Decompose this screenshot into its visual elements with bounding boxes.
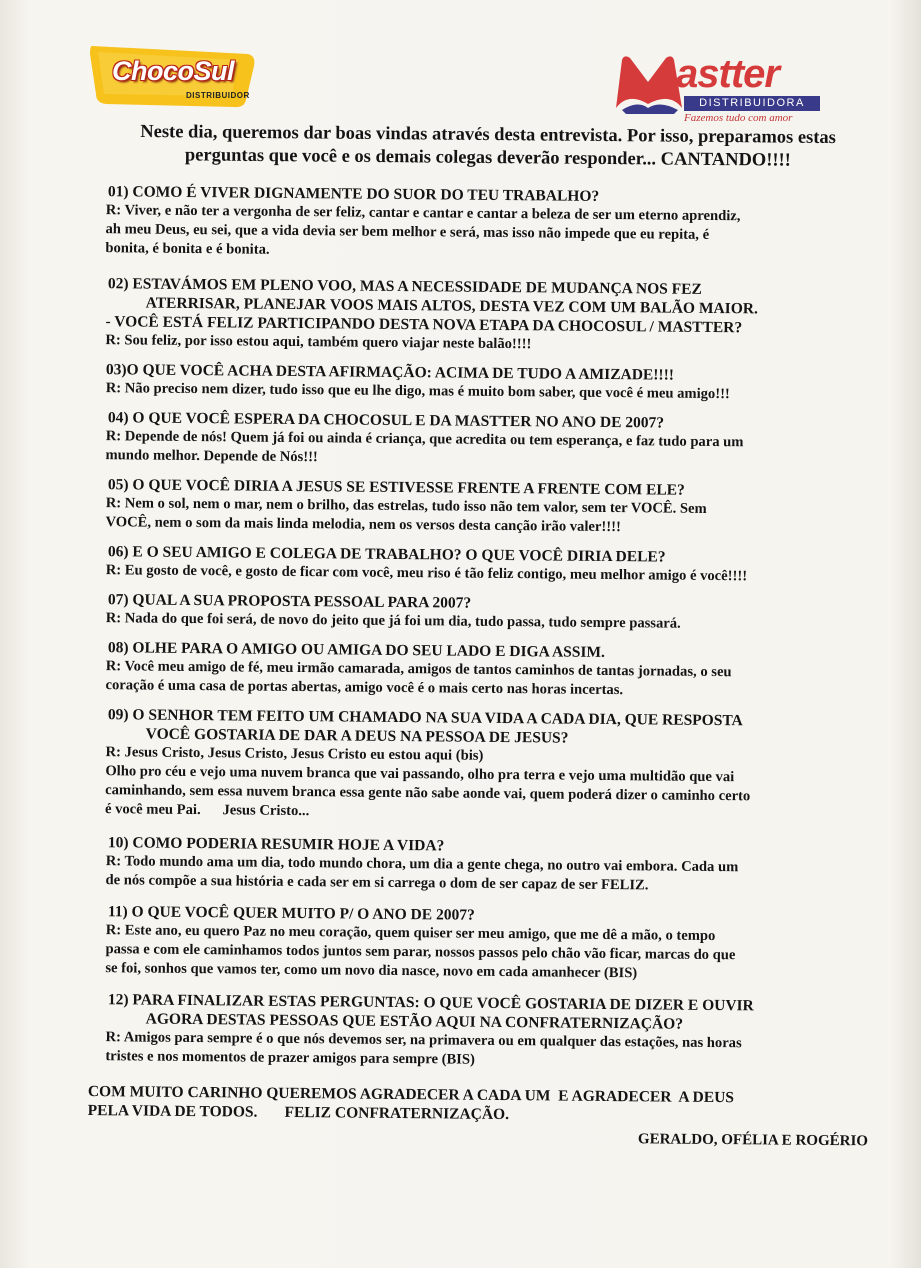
answer-line: R: Este ano, eu quero Paz no meu coração, quem quiser ser meu amigo, que me dê a mão, o tempo — [105, 922, 716, 945]
answer-line: se foi, sonhos que vamos ter, como um novo dia nasce, novo em cada amanhecer (BIS) — [105, 960, 638, 982]
answer-text — [105, 1028, 887, 1074]
question-line: 12) PARA FINALIZAR ESTAS PERGUNTAS: O QUE VOCÊ GOSTARIA DE DIZER E OUVIR — [107, 991, 754, 1015]
mastter-m-shape — [612, 52, 686, 114]
question-line: 06) E O SEU AMIGO E COLEGA DE TRABALHO? O QUE VOCÊ DIRIA DELE? — [107, 543, 666, 566]
answer-text — [105, 921, 888, 986]
answer-line: R: Não preciso nem dizer, tudo isso que eu lhe digo, mas é muito bom saber, que você é meu amigo!!! — [105, 380, 730, 403]
answer-line: R: Você meu amigo de fé, meu irmão camarada, amigos de tantos caminhos de tantas jornadas, o seu — [105, 658, 732, 681]
question-line: 10) COMO PODERIA RESUMIR HOJE A VIDA? — [107, 834, 445, 855]
question-line: AGORA DESTAS PESSOAS QUE ESTÃO AQUI NA CONFRATERNIZAÇÃO? — [145, 1010, 684, 1033]
answer-line: Olho pro céu e vejo uma nuvem branca que vai passando, olho pra terra e vejo uma multidão que vai — [105, 763, 735, 786]
mastter-brand-sub: DISTRIBUIDORA — [684, 96, 820, 111]
question-block-07 — [88, 590, 888, 636]
question-block-11 — [87, 902, 888, 986]
intro-line: Neste dia, queremos dar boas vindas através desta entrevista. Por isso, preparamos estas — [140, 121, 836, 149]
question-line: VOCÊ GOSTARIA DE DAR A DEUS NA PESSOA DE JESUS? — [145, 725, 569, 747]
signature: GERALDO, OFÉLIA E ROGÉRIO — [637, 1131, 869, 1150]
intro-line: perguntas que você e os demais colegas deverão responder... CANTANDO!!!! — [184, 145, 791, 171]
answer-text — [105, 201, 888, 266]
question-line: 08) OLHE PARA O AMIGO OU AMIGA DO SEU LADO E DIGA ASSIM. — [107, 639, 606, 661]
answer-line: ah meu Deus, eu sei, que a vida devia ser bem melhor e será, mas isso não impede que eu repita, é — [105, 221, 710, 243]
answer-line: R: Amigos para sempre é o que nós devemos ser, na primavera ou em qualquer das estações, nas horas — [105, 1029, 742, 1052]
mastter-brand-name: astter — [676, 52, 779, 96]
chocosul-brand-name: ChocoSul — [112, 56, 234, 86]
answer-line: R: Jesus Cristo, Jesus Cristo, Jesus Cristo eu estou aqui (bis) — [105, 744, 484, 764]
closing-line: COM MUITO CARINHO QUEREMOS AGRADECER A CADA UM E AGRADECER A DEUS — [87, 1083, 735, 1107]
chocosul-brand-sub: DISTRIBUIDOR — [186, 91, 250, 100]
question-block-12 — [87, 990, 888, 1074]
question-block-06 — [88, 542, 888, 588]
closing-text — [88, 1082, 888, 1128]
question-line: 07) QUAL A SUA PROPOSTA PESSOAL PARA 2007? — [107, 591, 472, 612]
question-line: 05) O QUE VOCÊ DIRIA A JESUS SE ESTIVESSE FRENTE A FRENTE COM ELE? — [107, 476, 685, 499]
answer-line: tristes e nos momentos de prazer amigos para sempre (BIS) — [105, 1048, 475, 1068]
answer-line: VOCÊ, nem o som da mais linda melodia, nem os versos desta canção irão valer!!!! — [105, 514, 621, 536]
answer-text — [105, 657, 887, 703]
document-content — [87, 121, 888, 1150]
answer-line: de nós compõe a sua história e cada ser em si carrega o dom de ser capaz de ser FELIZ. — [105, 872, 649, 894]
question-line: 09) O SENHOR TEM FEITO UM CHAMADO NA SUA VIDA A CADA DIA, QUE RESPOSTA — [107, 706, 743, 730]
question-block-05 — [87, 475, 888, 540]
question-block-01 — [87, 182, 888, 266]
question-block-10 — [87, 833, 888, 898]
answer-line: mundo melhor. Depende de Nós!!! — [105, 447, 318, 466]
question-line: 02) ESTAVÁMOS EM PLENO VOO, MAS A NECESSIDADE DE MUDANÇA NOS FEZ — [107, 275, 702, 298]
answer-line: bonita, é bonita e é bonita. — [105, 240, 270, 258]
answer-line: é você meu Pai. Jesus Cristo... — [104, 801, 310, 820]
answer-line: R: Viver, e não ter a vergonha de ser feliz, cantar e cantar e cantar a beleza de ser um eterno aprendiz, — [105, 202, 741, 225]
intro-text — [88, 121, 888, 174]
question-block-08 — [87, 638, 888, 703]
answer-line: R: Nem o sol, nem o mar, nem o brilho, das estrelas, tudo isso não tem valor, sem ter VOCÊ. Sem — [105, 495, 707, 517]
question-block-09 — [87, 705, 888, 827]
answer-text — [105, 852, 887, 898]
question-line: 03)O QUE VOCÊ ACHA DESTA AFIRMAÇÃO: ACIMA DE TUDO A AMIZADE!!!! — [105, 361, 675, 384]
question-line: ATERRISAR, PLANEJAR VOOS MAIS ALTOS, DESTA VEZ COM UM BALÃO MAIOR. — [145, 294, 758, 318]
answer-text — [105, 743, 888, 827]
answer-line: R: Eu gosto de você, e gosto de ficar com você, meu riso é tão feliz contigo, meu melhor amigo é você!!!! — [105, 562, 748, 585]
question-line: 01) COMO É VIVER DIGNAMENTE DO SUOR DO TEU TRABALHO? — [107, 183, 600, 205]
answer-line: - VOCÊ ESTÁ FELIZ PARTICIPANDO DESTA NOVA ETAPA DA CHOCOSUL / MASTTER? — [105, 313, 743, 337]
question-line: 11) O QUE VOCÊ QUER MUITO P/ O ANO DE 2007? — [107, 903, 475, 924]
question-block-04 — [87, 408, 888, 473]
answer-text — [105, 312, 887, 358]
chocosul-logo — [88, 44, 258, 110]
answer-line: passa e com ele caminhamos todos juntos sem parar, nossos passos pelo chão vão ficar, marcas do que — [105, 941, 736, 964]
mastter-logo — [612, 48, 832, 128]
question-block-03 — [88, 360, 888, 406]
answer-line: R: Nada do que foi será, de novo do jeito que já foi um dia, tudo passa, tudo sempre passará. — [105, 610, 681, 632]
question-line: 04) O QUE VOCÊ ESPERA DA CHOCOSUL E DA MASTTER NO ANO DE 2007? — [107, 409, 665, 432]
answer-line: R: Depende de nós! Quem já foi ou ainda é criança, que acredita ou tem esperança, e faz tudo para um — [105, 428, 744, 451]
answer-text — [105, 427, 887, 473]
answer-line: caminhando, sem essa nuvem branca essa gente não sabe aonde vai, quem poderá dizer o caminho certo — [105, 782, 751, 805]
answer-line: R: Todo mundo ama um dia, todo mundo chora, um dia a gente chega, no outro vai embora. Cada um — [105, 853, 739, 876]
answer-line: coração é uma casa de portas abertas, amigo você é o mais certo nas horas incertas. — [105, 677, 624, 699]
mastter-slogan: Fazemos tudo com amor — [684, 112, 793, 124]
closing-line: PELA VIDA DE TODOS. FELIZ CONFRATERNIZAÇÃO. — [87, 1101, 510, 1124]
question-block-02 — [87, 274, 888, 358]
answer-text — [105, 494, 887, 540]
answer-line: R: Sou feliz, por isso estou aqui, também quero viajar neste balão!!!! — [105, 332, 532, 353]
